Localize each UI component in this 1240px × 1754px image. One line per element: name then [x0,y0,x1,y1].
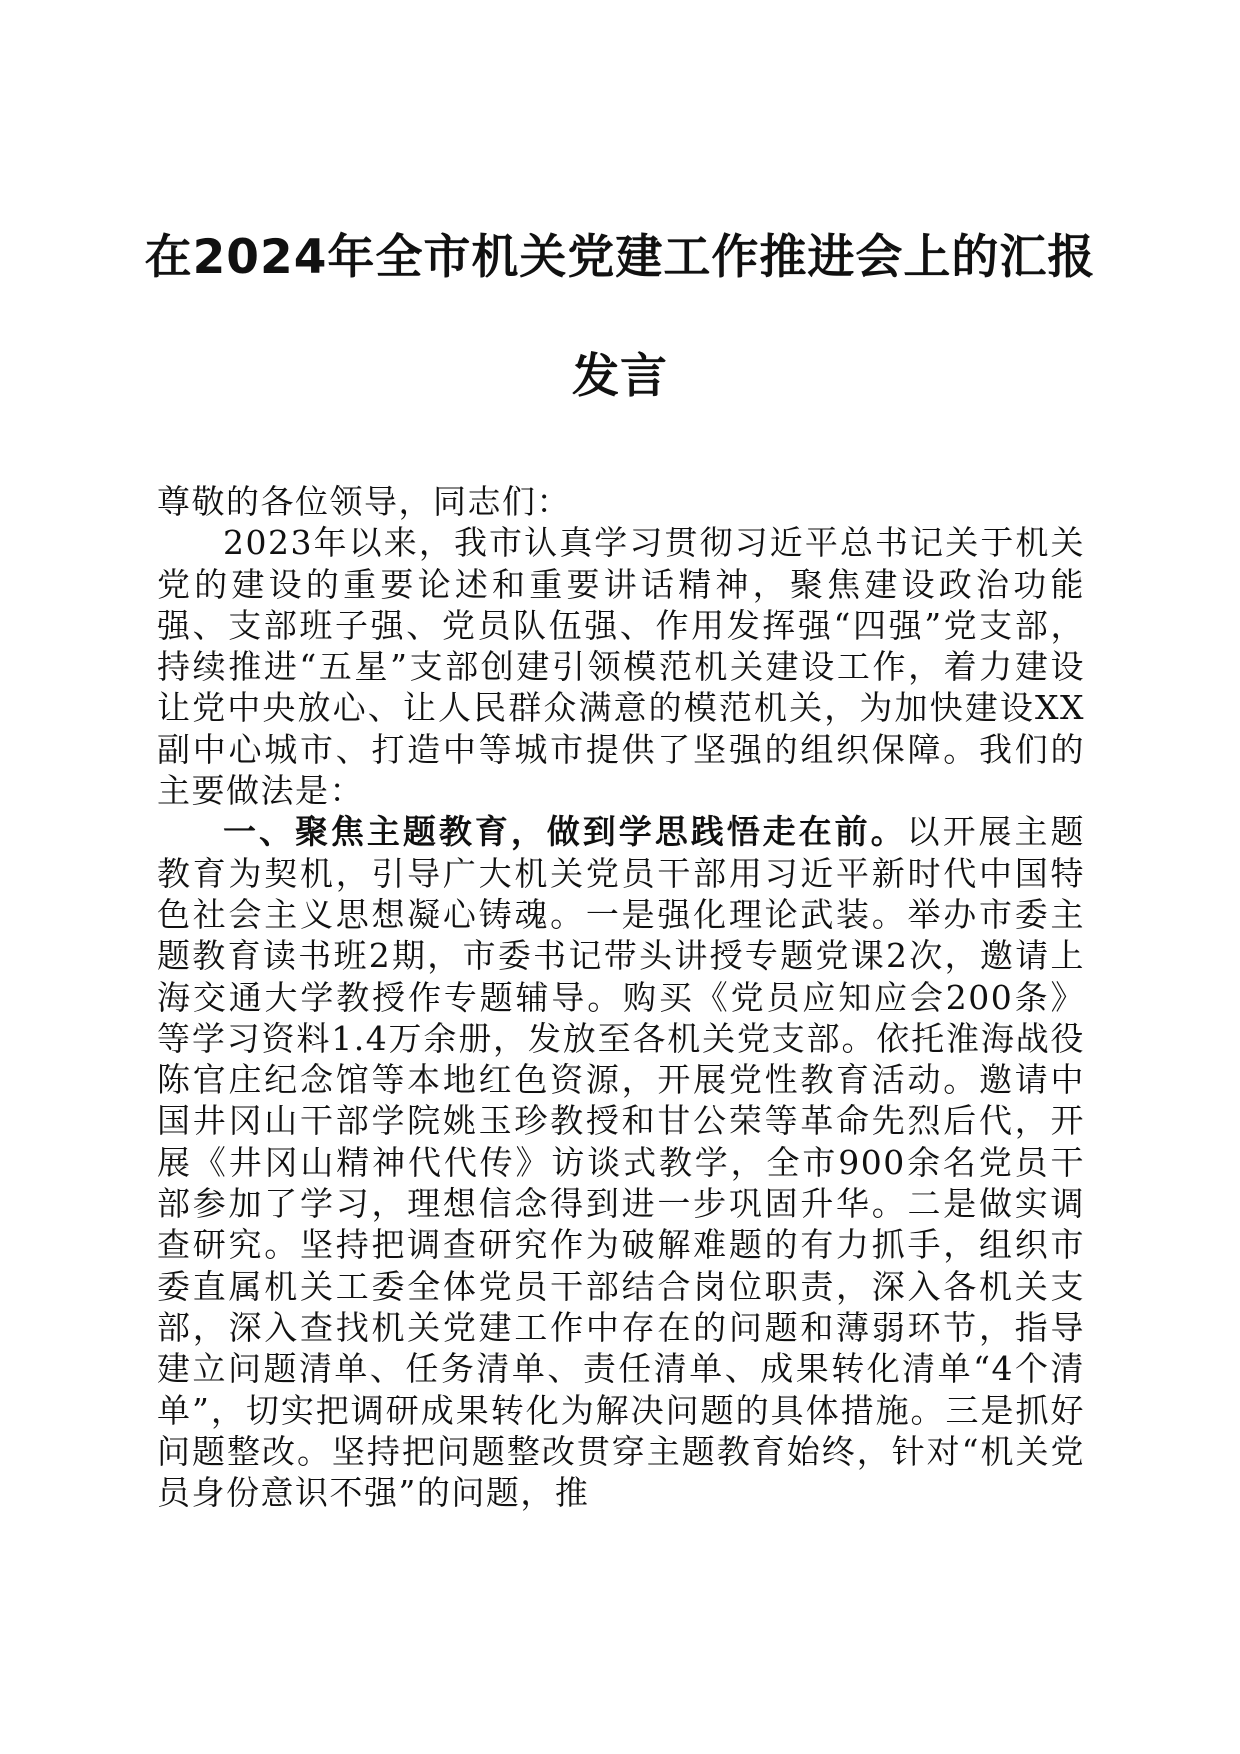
document-title-line2: 发言 [572,349,668,404]
document-title-line1: 在2024年全市机关党建工作推进会上的汇报 [144,230,1096,285]
section1-heading: 一、聚焦主题教育，做到学思践悟走在前。 [223,812,907,852]
section1-text: 以开展主题教育为契机，引导广大机关党员干部用习近平新时代中国特色社会主义思想凝心铸魂。一是强化理论武装。举办市委主题教育读书班2期，市委书记带头讲授专题党课2次，邀请上海交通大学教授作专题辅导。购买《党员应知应会200条》等学习资料1.4万余册，发放至各机关党支部。依托淮海战役陈官庄纪念馆等本地红色资源，开展党性教育活动。邀请中国井冈山干部学院姚玉珍教授和甘公荣等革命先烈后代，开展《井冈山精神代代传》访谈式教学，全市900余名党员干部参加了学习，理想信念得到进一步巩固升华。二是做实调查研究。坚持把调查研究作为破解难题的有力抓手，组织市委直属机关工委全体党员干部结合岗位职责，深入各机关支部，深入查找机关党建工作中存在的问题和薄弱环节，指导建立问题清单、任务清单、责任清单、成果转化清单“4个清单”，切实把调研成果转化为解决问题的具体措施。三是抓好问题整改。坚持把问题整改贯穿主题教育始终，针对“机关党员身份意识不强”的问题，推 [157,812,1086,1513]
salutation: 尊敬的各位领导，同志们： [157,482,571,521]
document-body [157,481,1085,1513]
section1-paragraph [157,811,1085,1513]
intro-paragraph: 2023年以来，我市认真学习贯彻习近平总书记关于机关党的建设的重要论述和重要讲话精神，聚焦建设政治功能强、支部班子强、党员队伍强、作用发挥强“四强”党支部，持续推进“五星”支部创建引领模范机关建设工作，着力建设让党中央放心、让人民群众满意的模范机关，为加快建设XX副中心城市、打造中等城市提供了坚强的组织保障。我们的主要做法是： [157,523,1085,811]
